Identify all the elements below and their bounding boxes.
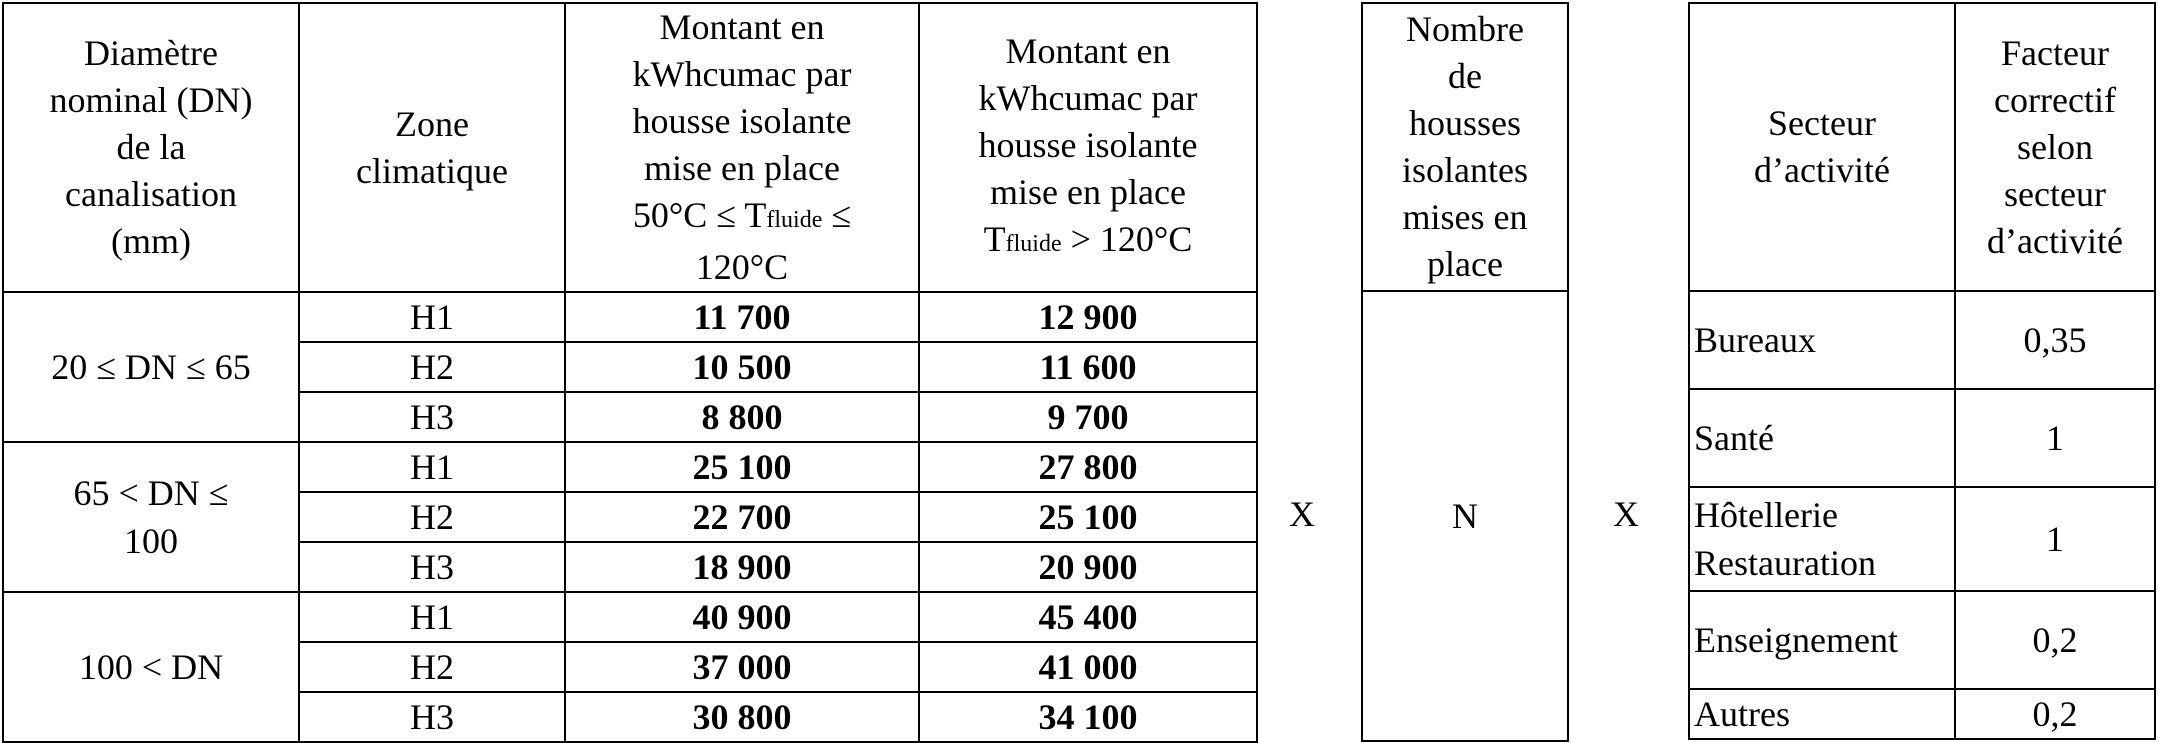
amount-cell: 40 900 (565, 592, 919, 642)
amount-cell: 11 600 (919, 342, 1257, 392)
multiply-sign: X (1289, 494, 1315, 534)
table-row (1689, 291, 2155, 389)
header-line: place (1427, 244, 1503, 284)
header-line: Montant en (659, 7, 825, 47)
amount-cell: 37 000 (565, 642, 919, 692)
header-diameter (3, 3, 299, 292)
amount-cell: 20 900 (919, 542, 1257, 592)
header-row (1362, 3, 1568, 291)
amount-cell: 12 900 (919, 292, 1257, 342)
header-line: correctif (1994, 79, 2116, 120)
count-value-cell: N (1362, 291, 1568, 741)
dn-range-cell (3, 442, 299, 592)
header-line: housse isolante (632, 101, 852, 141)
dn-range-line: 100 (124, 521, 178, 561)
condition-suffix: > 120°C (1061, 218, 1193, 259)
sector-line: Autres (1694, 694, 1790, 734)
kwh-amount-table (2, 2, 1258, 743)
header-row (1689, 3, 2155, 291)
amount-cell: 10 500 (565, 342, 919, 392)
amount-cell: 8 800 (565, 392, 919, 442)
sector-cell (1689, 591, 1955, 689)
sector-line: Bureaux (1694, 320, 1816, 360)
dn-range-cell (3, 592, 299, 742)
header-line: Zone (395, 103, 469, 144)
header-line: d’activité (1987, 220, 2123, 261)
header-sector (1689, 3, 1955, 291)
header-line: (mm) (111, 221, 191, 261)
sector-cell (1689, 487, 1955, 591)
header-line: Secteur (1768, 103, 1876, 143)
zone-cell: H1 (299, 592, 565, 642)
table-row (1689, 591, 2155, 689)
header-line: mise en place (644, 148, 840, 188)
multiply-sign: X (1613, 494, 1639, 534)
factor-cell: 0,2 (1955, 689, 2155, 739)
header-amount-50-120 (565, 3, 919, 292)
header-line: 120°C (695, 247, 789, 287)
table-row (1689, 389, 2155, 487)
header-line: mises en (1402, 197, 1528, 237)
count-table (1361, 2, 1569, 742)
header-line: de la (116, 127, 186, 167)
header-count (1362, 3, 1568, 291)
factor-cell: 0,35 (1955, 291, 2155, 389)
header-line: housse isolante (978, 124, 1198, 165)
sector-factor-table (1688, 2, 2156, 740)
amount-cell: 30 800 (565, 692, 919, 742)
condition-subscript: fluide (766, 207, 823, 233)
header-line: d’activité (1754, 150, 1890, 190)
header-row (3, 3, 1257, 292)
dn-range-line: 65 < DN ≤ (73, 473, 229, 513)
table-row (3, 442, 1257, 492)
header-condition (566, 192, 918, 244)
sector-cell (1689, 689, 1955, 739)
header-line: Facteur (2001, 32, 2109, 73)
header-factor (1955, 3, 2155, 291)
amount-cell: 9 700 (919, 392, 1257, 442)
table-row (1689, 689, 2155, 739)
factor-cell: 1 (1955, 487, 2155, 591)
header-line: Nombre (1406, 9, 1524, 49)
zone-cell: H2 (299, 642, 565, 692)
amount-cell: 25 100 (565, 442, 919, 492)
header-line: Montant en (1005, 30, 1171, 71)
sector-line: Hôtellerie (1694, 495, 1838, 535)
table-row (3, 292, 1257, 342)
header-line: kWhcumac par (978, 77, 1198, 118)
zone-cell: H1 (299, 292, 565, 342)
zone-cell: H3 (299, 692, 565, 742)
condition-subscript: fluide (1005, 230, 1062, 257)
header-line: mise en place (990, 171, 1186, 212)
zone-cell: H1 (299, 442, 565, 492)
header-line: de (1448, 56, 1482, 96)
amount-cell: 45 400 (919, 592, 1257, 642)
header-line: Diamètre (84, 33, 218, 73)
header-line: nominal (DN) (49, 80, 253, 120)
amount-cell: 27 800 (919, 442, 1257, 492)
header-line: secteur (2004, 173, 2106, 214)
header-amount-over-120 (919, 3, 1257, 292)
header-condition (920, 216, 1256, 268)
dn-range-cell (3, 292, 299, 442)
header-zone (299, 3, 565, 292)
amount-cell: 18 900 (565, 542, 919, 592)
condition-prefix: 50°C ≤ T (632, 195, 767, 235)
header-line: housses (1408, 103, 1521, 143)
amount-cell: 25 100 (919, 492, 1257, 542)
table-row (1362, 291, 1568, 741)
sector-line: Enseignement (1694, 620, 1898, 660)
header-line: selon (2017, 126, 2093, 167)
condition-prefix: T (983, 218, 1006, 259)
table-row (3, 592, 1257, 642)
header-line: isolantes (1402, 150, 1528, 190)
sector-cell (1689, 291, 1955, 389)
dn-range-line: 20 ≤ DN ≤ 65 (51, 347, 251, 387)
dn-range-line: 100 < DN (78, 647, 224, 687)
factor-cell: 0,2 (1955, 591, 2155, 689)
amount-cell: 22 700 (565, 492, 919, 542)
amount-cell: 34 100 (919, 692, 1257, 742)
zone-cell: H2 (299, 492, 565, 542)
zone-cell: H2 (299, 342, 565, 392)
sector-line: Santé (1694, 418, 1774, 458)
header-line: canalisation (65, 174, 237, 214)
zone-cell: H3 (299, 542, 565, 592)
sector-line: Restauration (1694, 543, 1876, 583)
condition-suffix: ≤ (822, 195, 852, 235)
header-line: climatique (356, 150, 508, 191)
header-line: kWhcumac par (632, 54, 852, 94)
amount-cell: 41 000 (919, 642, 1257, 692)
table-row (1689, 487, 2155, 591)
zone-cell: H3 (299, 392, 565, 442)
factor-cell: 1 (1955, 389, 2155, 487)
amount-cell: 11 700 (565, 292, 919, 342)
sector-cell (1689, 389, 1955, 487)
